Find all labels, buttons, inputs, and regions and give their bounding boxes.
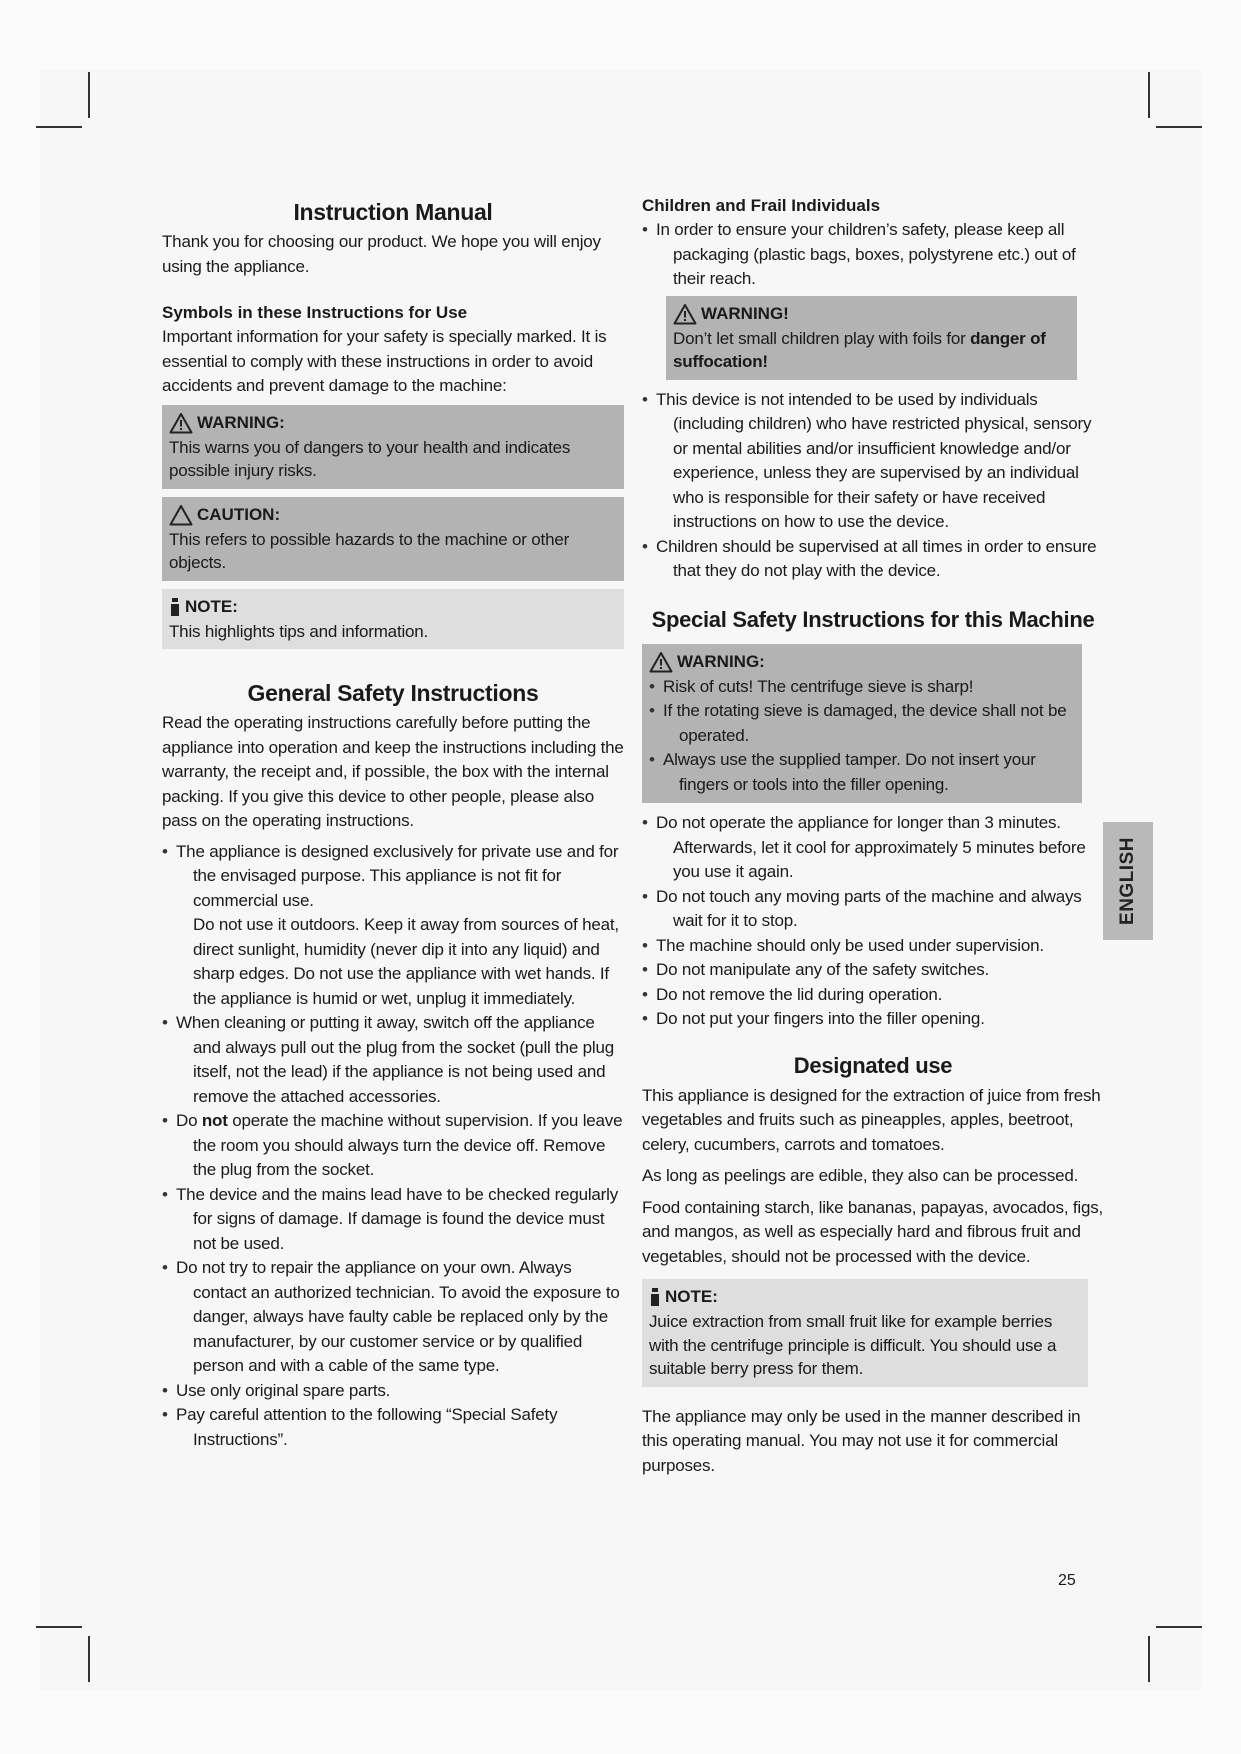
bullet-text: Children should be supervised at all times in order to ensure that they do not play with the device. — [656, 536, 1097, 580]
language-tab — [1103, 822, 1153, 940]
info-icon — [169, 596, 181, 618]
warning-label-row — [649, 649, 1075, 675]
bullet-text: Do not remove the lid during operation. — [656, 984, 943, 1004]
caution-box — [162, 497, 624, 581]
general-intro: Read the operating instructions carefully before putting the appliance into operation and keep the instructions including the warranty, the receipt and, if possible, the box with the internal packing. If you give this device to other people, please also pass on the operating instructions. — [162, 713, 624, 830]
bullet-text: Do not operate the appliance for longer than 3 minutes. Afterwards, let it cool for approximately 5 minutes before you use it again. — [656, 813, 1086, 881]
list-item — [642, 983, 1104, 1008]
list-item — [162, 1379, 624, 1404]
children-list — [642, 218, 1104, 292]
designated-paragraph: This appliance is designed for the extraction of juice from fresh vegetables and fruits such as pineapples, apples, beetroot, celery, cucumbers, carrots and tomatoes. — [642, 1085, 1101, 1154]
bullet-text: Do — [176, 1111, 198, 1130]
bullet-bold-word: not — [201, 1111, 228, 1130]
bullet-text: Always use the supplied tamper. Do not insert your fingers or tools into the filler opening. — [663, 750, 1036, 794]
list-item — [642, 958, 1104, 983]
children-list-2 — [642, 388, 1104, 584]
note-label-row — [649, 1284, 1081, 1310]
list-item — [649, 675, 1075, 700]
crop-mark — [1156, 1626, 1202, 1628]
list-item — [642, 934, 1104, 959]
symbols-text: Important information for your safety is specially marked. It is essential to comply with these instructions in order to avoid accidents and prevent damage to the machine: — [162, 327, 607, 395]
list-item — [642, 388, 1104, 535]
general-safety-list — [162, 840, 624, 1453]
bullet-text: This device is not intended to be used by individuals (including children) who have restricted physical, sensory or mental abilities and/or insufficient knowledge and/or experience, unless they are supervised by an individual who is responsible for their safety or have received instructions on how to use the device. — [656, 389, 1092, 531]
list-item — [162, 840, 624, 1012]
symbols-heading: Symbols in these Instructions for Use — [162, 303, 468, 322]
crop-mark — [88, 1636, 90, 1682]
warning-triangle-icon — [649, 651, 673, 673]
list-item — [642, 535, 1104, 584]
bullet-text: The device and the mains lead have to be checked regularly for signs of damage. If damage is found the device must not be used. — [176, 1184, 619, 1253]
note-box-berries — [642, 1279, 1088, 1387]
intro-text: Thank you for choosing our product. We hope you will enjoy using the appliance. — [162, 232, 601, 276]
crop-mark — [1148, 1636, 1150, 1682]
list-item — [642, 218, 1104, 292]
designated-paragraph: Food containing starch, like bananas, papayas, avocados, figs, and mangos, as well as especially hard and fibrous fruit and vegetables, should not be processed with the device. — [642, 1197, 1104, 1266]
warning-box-foils — [666, 296, 1077, 380]
bullet-text: Risk of cuts! The centrifuge sieve is sharp! — [663, 676, 974, 696]
list-item — [642, 885, 1104, 934]
note-label: NOTE: — [665, 1287, 718, 1306]
special-safety-title: Special Safety Instructions for this Machine — [651, 606, 1095, 632]
right-column — [642, 196, 1104, 1478]
crop-mark — [36, 1626, 82, 1628]
bullet-text: Do not put your fingers into the filler opening. — [656, 1009, 985, 1028]
list-item — [162, 1183, 624, 1257]
list-item — [649, 748, 1075, 797]
list-item — [642, 811, 1104, 885]
bullet-subparagraph: Do not use it outdoors. Keep it away from sources of heat, direct sunlight, humidity (never dip it into any liquid) and sharp edges. Do not use the appliance with wet hands. If the appliance is humid or wet, unplug it immediately. — [193, 915, 619, 1008]
crop-mark — [1156, 126, 1202, 128]
bullet-text: When cleaning or putting it away, switch off the appliance and always pull out the plug from the socket (pull the plug itself, not the lead) if the appliance is not being used and remove the attached accessories. — [176, 1013, 615, 1106]
list-item — [642, 1007, 1104, 1032]
bullet-text: Do not touch any moving parts of the machine and always wait for it to stop. — [656, 886, 1082, 930]
caution-label-row — [169, 502, 617, 528]
warning-label-row — [673, 301, 1070, 327]
list-item — [162, 1403, 624, 1452]
caution-triangle-icon — [169, 504, 193, 526]
bullet-text: The appliance is designed exclusively for private use and for the envisaged purpose. This appliance is not fit for commercial use. — [176, 841, 619, 910]
list-item — [162, 1109, 624, 1183]
page-number: 25 — [1058, 1572, 1076, 1589]
instruction-manual-title: Instruction Manual — [293, 199, 493, 225]
designated-paragraph: As long as peelings are edible, they also can be processed. — [642, 1166, 1079, 1185]
list-item — [649, 699, 1075, 748]
children-heading: Children and Frail Individuals — [642, 196, 881, 215]
designated-paragraph: The appliance may only be used in the manner described in this operating manual. You may not use it for commercial purposes. — [642, 1406, 1081, 1475]
warning-box-sieve — [642, 644, 1082, 804]
warning-text — [673, 327, 1070, 374]
warning-label: WARNING! — [701, 303, 789, 323]
designated-use-title: Designated use — [793, 1052, 953, 1078]
note-label: NOTE: — [185, 596, 238, 616]
warning-label-row — [169, 410, 617, 436]
warning-text-bold: danger of suffocation! — [673, 328, 1046, 371]
left-column — [162, 196, 624, 1452]
bullet-text: Do not manipulate any of the safety switches. — [656, 960, 990, 979]
bullet-text: operate the machine without supervision. If you leave the room you should always turn the device off. Remove the plug from the socket. — [193, 1111, 623, 1179]
warning-bullets — [649, 675, 1075, 798]
warning-label: WARNING: — [677, 651, 765, 671]
bullet-text: Pay careful attention to the following “Special Safety Instructions”. — [176, 1405, 558, 1449]
warning-box — [162, 405, 624, 489]
warning-text: This warns you of dangers to your health and indicates possible injury risks. — [169, 437, 571, 480]
list-item — [162, 1256, 624, 1379]
bullet-text: Use only original spare parts. — [176, 1380, 391, 1400]
warning-triangle-icon — [673, 303, 697, 325]
bullet-text: If the rotating sieve is damaged, the device shall not be operated. — [663, 701, 1067, 745]
crop-mark — [88, 72, 90, 118]
note-text: Juice extraction from small fruit like for example berries with the centrifuge principle is difficult. You should use a suitable berry press for them. — [649, 1312, 1057, 1378]
general-safety-title: General Safety Instructions — [247, 680, 539, 706]
note-label-row — [169, 594, 617, 620]
caution-text: This refers to possible hazards to the machine or other objects. — [169, 529, 570, 572]
caution-label: CAUTION: — [197, 504, 281, 524]
warning-triangle-icon — [169, 412, 193, 434]
special-safety-list — [642, 811, 1104, 1032]
bullet-text: In order to ensure your children’s safety, please keep all packaging (plastic bags, boxes, polystyrene etc.) out of their reach. — [656, 220, 1076, 288]
warning-label: WARNING: — [197, 412, 285, 432]
bullet-text: The machine should only be used under supervision. — [656, 935, 1044, 955]
crop-mark — [1148, 72, 1150, 118]
crop-mark — [36, 126, 82, 128]
note-text: This highlights tips and information. — [169, 621, 429, 641]
list-item — [162, 1011, 624, 1109]
bullet-text: Do not try to repair the appliance on your own. Always contact an authorized technician. To avoid the exposure to danger, always have faulty cable be replaced only by the manufacturer, by our customer service or by qualified person and with a cable of the same type. — [176, 1258, 620, 1375]
language-tab-label: ENGLISH — [1117, 837, 1138, 925]
info-icon — [649, 1286, 661, 1308]
warning-text-plain: Don’t let small children play with foils for — [673, 328, 966, 348]
note-box — [162, 589, 624, 650]
